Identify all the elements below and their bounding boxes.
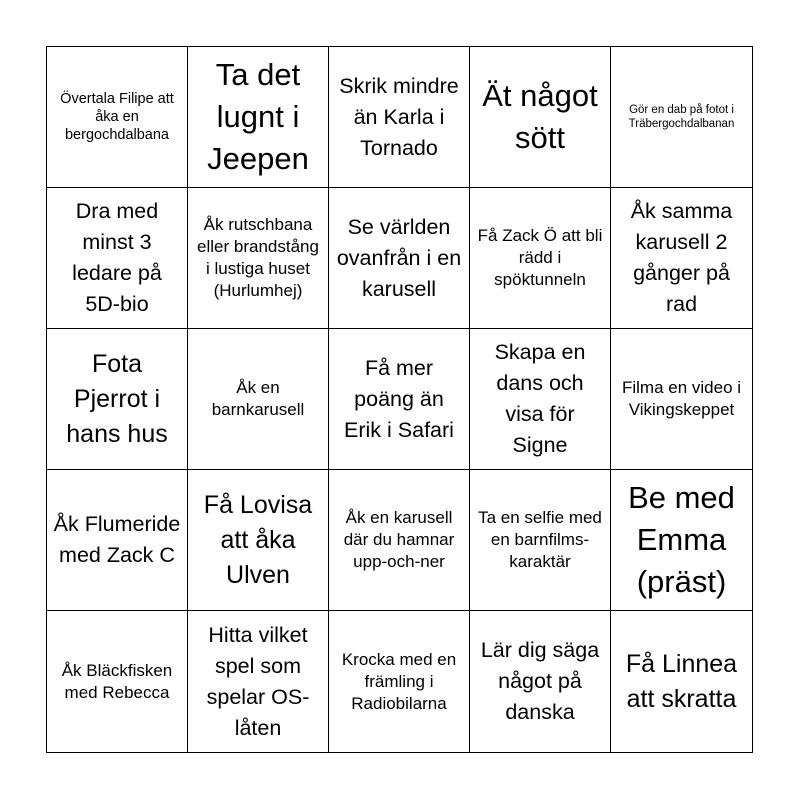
bingo-cell[interactable] [329, 47, 470, 188]
bingo-cell[interactable] [188, 188, 329, 329]
bingo-cell[interactable] [188, 47, 329, 188]
bingo-cell-text: Filma en video i Vikingskeppet [621, 378, 742, 419]
bingo-cell[interactable] [329, 329, 470, 470]
bingo-cell-text: Åk rutschbana eller brandstång i lustiga huset (Hurlumhej) [197, 215, 319, 300]
bingo-cell[interactable] [470, 329, 611, 470]
bingo-cell-text: Få Lovisa att åka Ulven [203, 490, 313, 589]
bingo-cell-text: Hitta vilket spel som spelar OS-låten [206, 622, 310, 740]
bingo-cell[interactable] [611, 188, 752, 329]
bingo-cell-text: Gör en dab på fotot i Träbergochdalbanan [628, 104, 735, 130]
bingo-cell-text: Åk en karusell där du hamnar upp-och-ner [343, 508, 455, 571]
bingo-cell-text: Skrik mindre än Karla i Tornado [339, 73, 459, 160]
bingo-cell-text: Åk samma karusell 2 gånger på rad [630, 199, 733, 316]
bingo-cell-text: Dra med minst 3 ledare på 5D-bio [72, 199, 162, 316]
bingo-cell-text: Skapa en dans och visa för Signe [494, 340, 586, 457]
bingo-cell[interactable] [329, 611, 470, 752]
bingo-cell[interactable] [47, 47, 188, 188]
bingo-cell-text: Övertala Filipe att åka en bergochdalbana [60, 91, 174, 143]
bingo-cell-text: Ta det lugnt i Jeepen [207, 57, 309, 176]
bingo-cell[interactable] [329, 470, 470, 611]
bingo-cell-text: Ät något sött [482, 78, 598, 155]
bingo-cell[interactable] [188, 329, 329, 470]
bingo-cell-text: Fota Pjerrot i hans hus [66, 349, 168, 448]
bingo-cell-text: Få Linnea att skratta [625, 649, 738, 713]
bingo-cell[interactable] [611, 329, 752, 470]
bingo-cell-text: Se världen ovanfrån i en karusell [336, 214, 462, 301]
bingo-cell-text: Åk en barnkarusell [211, 378, 305, 419]
bingo-board [46, 46, 753, 753]
bingo-cell[interactable] [470, 470, 611, 611]
bingo-cell[interactable] [611, 470, 752, 611]
bingo-cell-text: Krocka med en främling i Radiobilarna [341, 649, 457, 713]
bingo-cell-text: Få mer poäng än Erik i Safari [344, 355, 454, 442]
bingo-cell-text: Åk Flumeride med Zack C [53, 512, 181, 567]
bingo-cell[interactable] [47, 470, 188, 611]
bingo-cell-text: Be med Emma (präst) [628, 480, 735, 599]
bingo-cell[interactable] [188, 470, 329, 611]
bingo-cell[interactable] [329, 188, 470, 329]
bingo-cell[interactable] [470, 611, 611, 752]
bingo-cell-text: Åk Bläckfisken med Rebecca [61, 660, 173, 702]
bingo-cell[interactable] [470, 188, 611, 329]
bingo-cell[interactable] [611, 611, 752, 752]
bingo-cell[interactable] [188, 611, 329, 752]
bingo-cell-text: Få Zack Ö att bli rädd i spöktunneln [477, 226, 603, 289]
bingo-cell[interactable] [611, 47, 752, 188]
bingo-cell[interactable] [47, 329, 188, 470]
bingo-cell[interactable] [47, 188, 188, 329]
bingo-cell[interactable] [47, 611, 188, 752]
bingo-cell-text: Ta en selfie med en barnfilms-karaktär [478, 508, 602, 571]
bingo-cell-text: Lär dig säga något på danska [480, 638, 600, 724]
bingo-cell[interactable] [470, 47, 611, 188]
